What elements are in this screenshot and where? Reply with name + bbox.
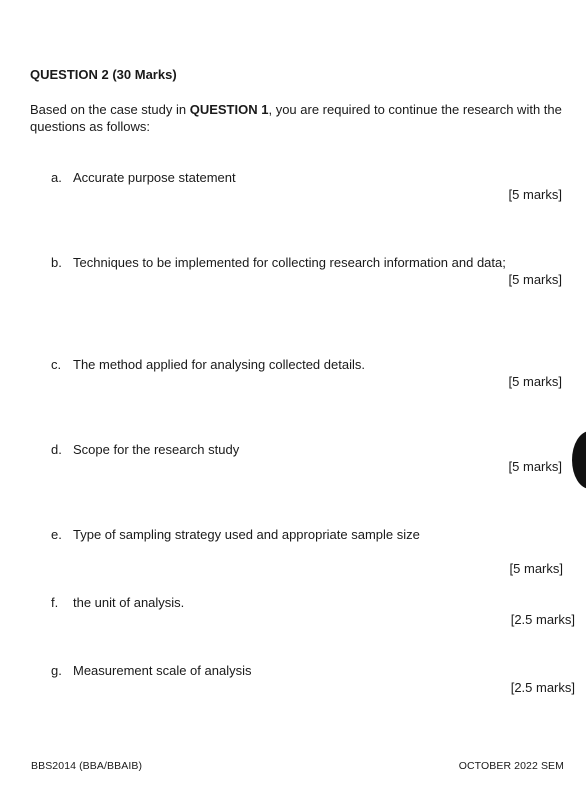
item-c-marks: [5 marks] — [508, 374, 562, 389]
item-b-text: Techniques to be implemented for collecting research information and data; — [73, 255, 506, 270]
item-d-marks: [5 marks] — [508, 459, 562, 474]
item-f-marks: [2.5 marks] — [510, 612, 575, 627]
item-e-text: Type of sampling strategy used and appropriate sample size — [73, 527, 420, 542]
item-d-letter: d. — [51, 442, 62, 457]
item-b-letter: b. — [51, 255, 62, 270]
item-c-letter: c. — [51, 357, 62, 372]
item-f-text: the unit of analysis. — [73, 595, 185, 610]
footer-semester: OCTOBER 2022 SEM — [458, 760, 564, 772]
item-e-letter: e. — [51, 527, 62, 542]
intro-bold-reference: QUESTION 1 — [189, 102, 269, 117]
intro-text-before: Based on the case study in — [30, 102, 190, 117]
item-c-text: The method applied for analysing collected details. — [73, 357, 365, 372]
intro-text-after: , you are required to continue the research with the questions as follows: — [30, 102, 562, 134]
question-title: QUESTION 2 (30 Marks) — [30, 67, 177, 82]
item-b-marks: [5 marks] — [508, 272, 562, 287]
question-intro — [30, 101, 575, 135]
item-g-text: Measurement scale of analysis — [73, 663, 252, 678]
item-d-text: Scope for the research study — [73, 442, 240, 457]
scan-edge-shadow — [572, 431, 586, 489]
footer-course-code: BBS2014 (BBA/BBAIB) — [31, 760, 143, 772]
item-g-marks: [2.5 marks] — [510, 680, 575, 695]
item-g-letter: g. — [51, 663, 62, 678]
item-f-letter: f. — [51, 595, 59, 610]
item-a-letter: a. — [51, 170, 62, 185]
item-e-marks: [5 marks] — [509, 561, 563, 576]
item-a-text: Accurate purpose statement — [73, 170, 236, 185]
item-a-marks: [5 marks] — [508, 187, 562, 202]
